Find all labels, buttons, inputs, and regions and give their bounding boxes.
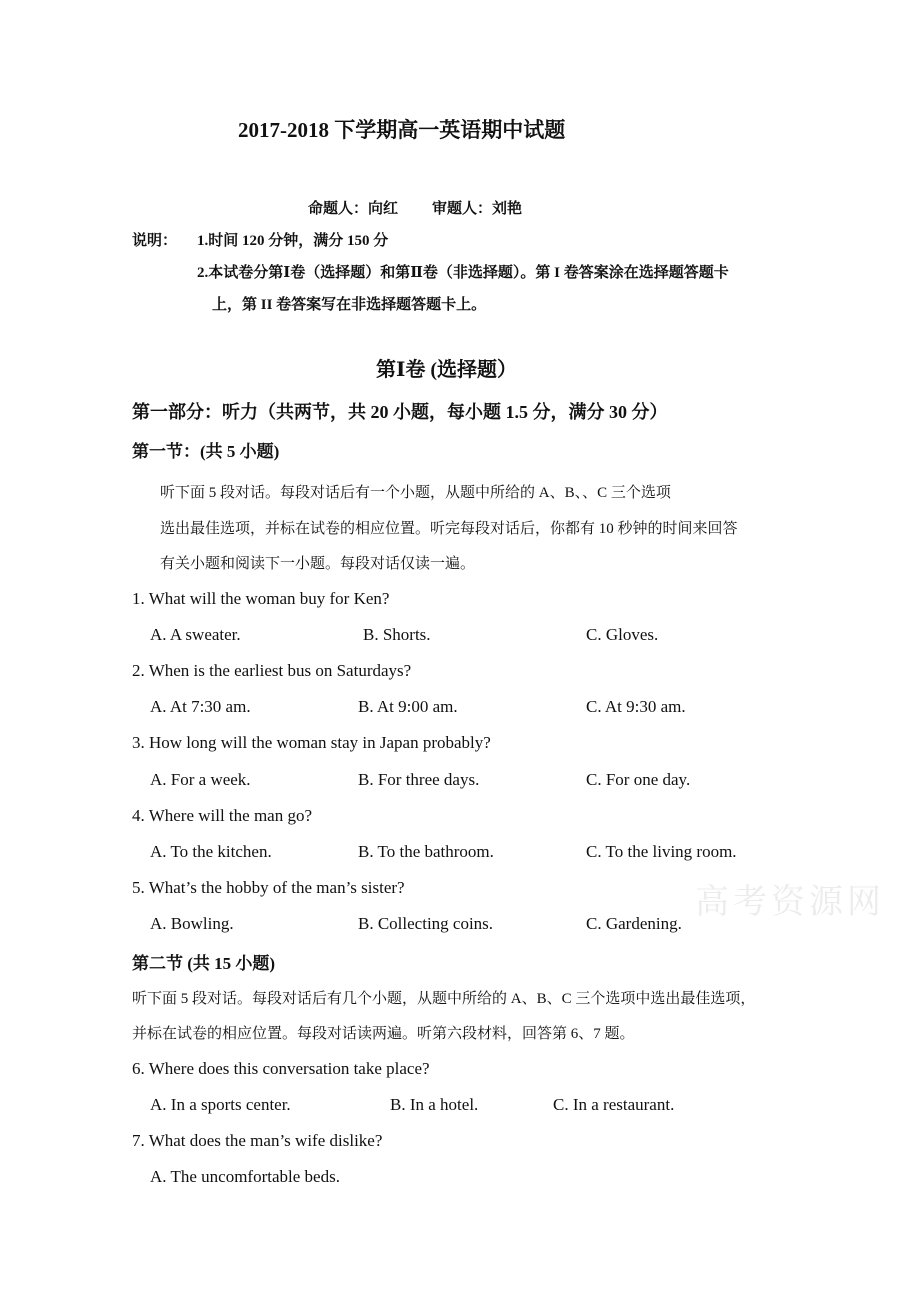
option-a: A. The uncomfortable beds.	[150, 1167, 340, 1186]
question: 6. Where does this conversation take place?	[132, 1059, 430, 1078]
option-c: C. Gardening.	[586, 914, 682, 933]
instruction-line: 有关小题和阅读下一小题。每段对话仅读一遍。	[160, 556, 476, 572]
option-b: B. Shorts.	[363, 625, 431, 644]
option-a: A. To the kitchen.	[150, 842, 272, 861]
option-a: A. In a sports center.	[150, 1095, 291, 1114]
option-b: B. At 9:00 am.	[358, 697, 458, 716]
option-c: C. In a restaurant.	[553, 1095, 675, 1114]
question: 4. Where will the man go?	[132, 806, 313, 825]
volume-title: 第Ⅰ卷 (选择题）	[376, 359, 518, 381]
section-title: 第二节 (共 15 小题)	[132, 954, 276, 973]
note-line-2: 2.本试卷分第Ⅰ卷（选择题）和第Ⅱ卷（非选择题）。第 I 卷答案涂在选择题答题卡	[197, 265, 729, 281]
option-a: A. For a week.	[150, 770, 251, 789]
instruction-line: 听下面 5 段对话。每段对话后有一个小题，从题中所给的 A、B、、C 三个选项	[160, 485, 671, 501]
option-c: C. For one day.	[586, 770, 691, 789]
option-b: B. To the bathroom.	[358, 842, 494, 861]
note-line-3: 上，第 II 卷答案写在非选择题答题卡上。	[212, 297, 487, 313]
section-title: 第一节：(共 5 小题)	[132, 442, 280, 461]
option-c: C. To the living room.	[586, 842, 737, 861]
instruction-line: 并标在试卷的相应位置。每段对话读两遍。听第六段材料，回答第 6、7 题。	[132, 1026, 635, 1042]
part-title: 第一部分：听力（共两节，共 20 小题，每小题 1.5 分，满分 30 分）	[132, 402, 668, 422]
question: 3. How long will the woman stay in Japan probably?	[132, 733, 491, 752]
reviewer: 审题人：刘艳	[432, 201, 523, 217]
option-a: A. A sweater.	[150, 625, 241, 644]
question: 1. What will the woman buy for Ken?	[132, 589, 390, 608]
question: 2. When is the earliest bus on Saturdays?	[132, 661, 412, 680]
note-line-1: 1.时间 120 分钟，满分 150 分	[197, 233, 389, 249]
instruction-line: 选出最佳选项，并标在试卷的相应位置。听完每段对话后，你都有 10 秒钟的时间来回答	[160, 521, 738, 537]
question: 5. What’s the hobby of the man’s sister?	[132, 878, 405, 897]
option-a: A. At 7:30 am.	[150, 697, 251, 716]
option-a: A. Bowling.	[150, 914, 234, 933]
option-b: B. For three days.	[358, 770, 480, 789]
option-b: B. In a hotel.	[390, 1095, 479, 1114]
instruction-line: 听下面 5 段对话。每段对话后有几个小题，从题中所给的 A、B、C 三个选项中选出最佳选项，	[132, 991, 756, 1007]
authors-line	[308, 197, 522, 218]
question: 7. What does the man’s wife dislike?	[132, 1131, 383, 1150]
notes-label: 说明：	[132, 233, 178, 249]
watermark: 高考资源网	[695, 882, 885, 922]
author: 命题人：向红	[308, 201, 399, 217]
option-b: B. Collecting coins.	[358, 914, 494, 933]
option-c: C. At 9:30 am.	[586, 697, 686, 716]
option-c: C. Gloves.	[586, 625, 659, 644]
page-title: 2017-2018 下学期高一英语期中试题	[238, 118, 566, 142]
